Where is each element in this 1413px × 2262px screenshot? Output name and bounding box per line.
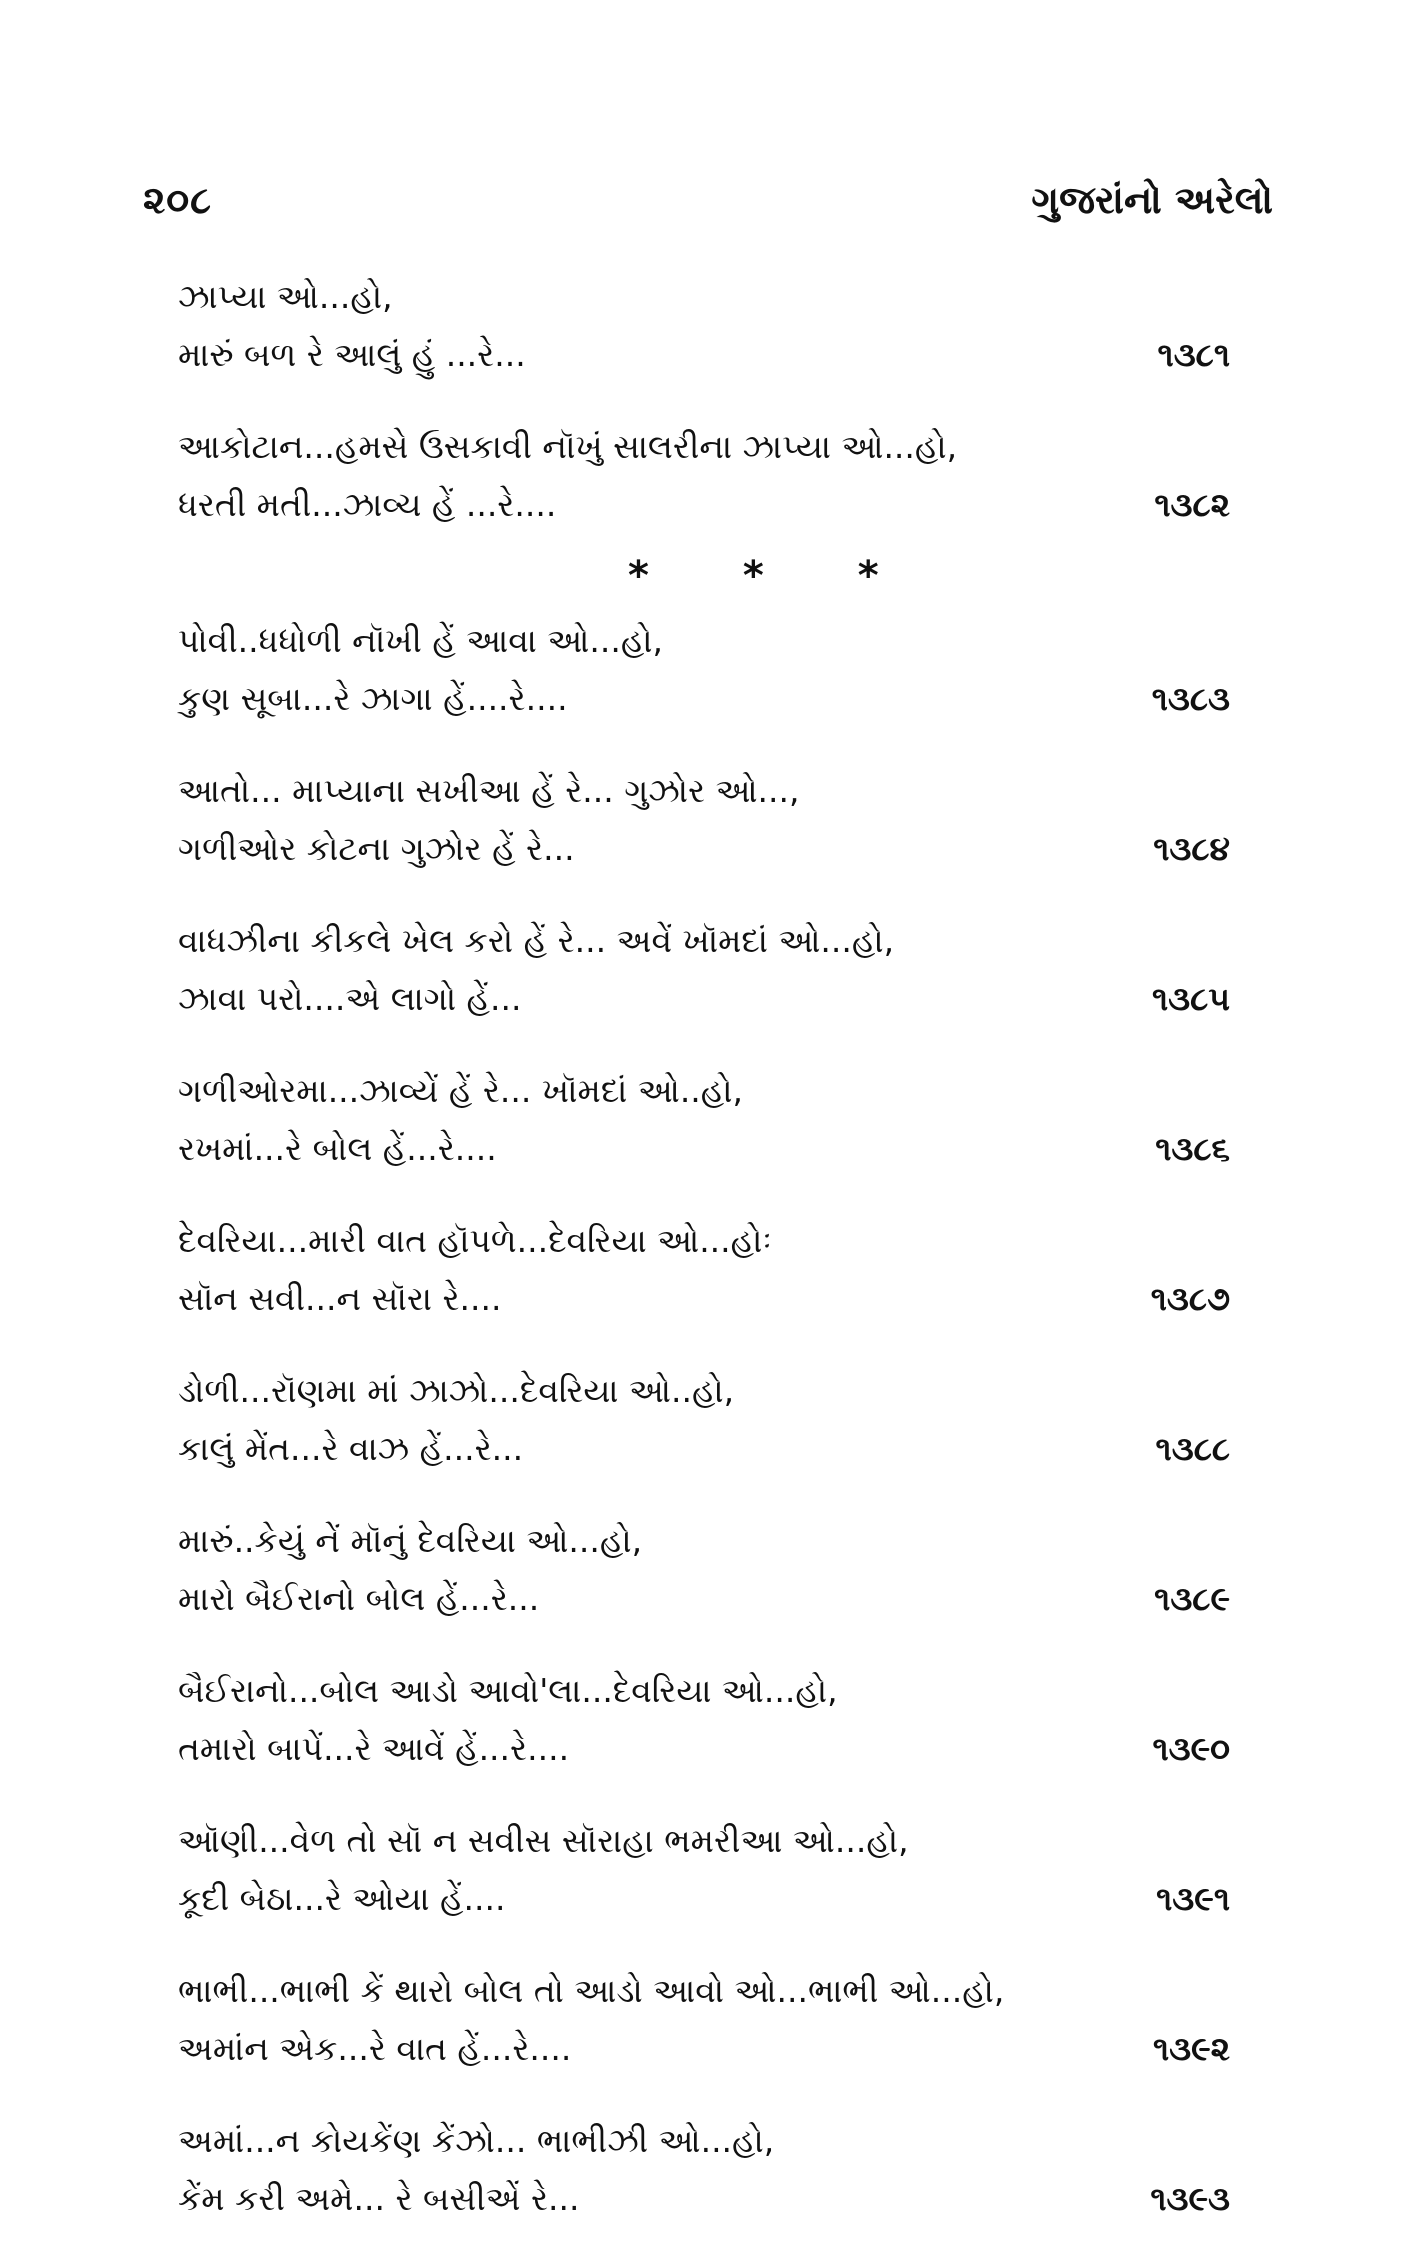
verse-line: ડોળી...રૉણમા માં ઝાઝો...દેવરિયા ઓ..હો,	[178, 1371, 735, 1410]
verse-line: ધરતી મતી...ઝાવ્ચ હેં ...રે....	[178, 485, 557, 524]
verse	[178, 1512, 1230, 1628]
verse	[178, 418, 1230, 534]
verse-number: ૧૩૯૦	[1152, 1729, 1230, 1768]
verse-line: રખમાં...રે બોલ હેં...રે....	[178, 1129, 497, 1168]
verse-number: ૧૩૮૩	[1151, 679, 1230, 718]
page-header	[143, 178, 1273, 238]
verse	[178, 1962, 1230, 2078]
verse-line: અમાં...ન કોયકેંણ કેંઝો... ભાભીઝી ઓ...હો,	[178, 2121, 775, 2160]
verse-number: ૧૩૮૨	[1154, 485, 1230, 524]
verse-line: બૈઈરાનો...બોલ આડો આવો'લા...દેવરિયા ઓ...હો,	[178, 1671, 838, 1710]
verse-line: ઑણી...વેળ તો સૉ ન સવીસ સૉરાહા ભમરીઆ ઓ...હો,	[178, 1821, 909, 1860]
verse-list	[178, 268, 1230, 2262]
section-separator: * * *	[628, 553, 919, 599]
verse-number: ૧૩૮૪	[1153, 829, 1230, 868]
verse	[178, 1362, 1230, 1478]
running-title: ગુજરાંનો અરેલો	[1031, 178, 1273, 222]
verse-line: કૂદી બેઠા...રે ઓયા હેં....	[178, 1879, 506, 1918]
verse-line: કાલું મેંત...રે વાઝ હેં...રે...	[178, 1429, 524, 1468]
verse-number: ૧૩૮૭	[1150, 1279, 1230, 1318]
verse-number: ૧૩૮૫	[1152, 979, 1230, 1018]
verse-line: મારું..કેયું નેં મૉનું દેવરિયા ઓ...હો,	[178, 1521, 643, 1560]
verse	[178, 912, 1230, 1028]
page-number: ૨૦૮	[143, 178, 213, 222]
verse-line: વાધઝીના કીકલે ખેલ કરો હેં રે... અવેં ખૉમદાં ઓ...હો,	[178, 921, 895, 960]
verse	[178, 612, 1230, 728]
verse-line: દેવરિયા...મારી વાત હૉપળે...દેવરિયા ઓ...હોઃ	[178, 1221, 772, 1260]
verse-number: ૧૩૮૧	[1157, 335, 1230, 374]
verse-line: મારો બૈઈરાનો બોલ હેં...રે...	[178, 1579, 540, 1618]
verse-line: ઝાપ્યા ઓ...હો,	[178, 277, 393, 316]
verse-line: આતો... માપ્યાના સખીઆ હેં રે... ગુઝોર ઓ...,	[178, 771, 800, 810]
verse-line: ભાભી...ભાભી કેં થારો બોલ તો આડો આવો ઓ...ભાભી ઓ...હો,	[178, 1971, 1005, 2010]
verse-line: મારું બળ રે આલું હું ...રે...	[178, 335, 526, 374]
verse-number: ૧૩૯૩	[1150, 2179, 1230, 2218]
verse-line: તમારો બાપેં...રે આવેં હેં...રે....	[178, 1729, 570, 1768]
verse	[178, 1812, 1230, 1928]
verse-line: ગળીઓર કોટના ગુઝોર હેં રે...	[178, 829, 575, 868]
verse-line: કેંમ કરી અમે... રે બસીએં રે...	[178, 2179, 580, 2218]
verse-number: ૧૩૮૬	[1155, 1129, 1230, 1168]
verse-number: ૧૩૮૯	[1154, 1579, 1230, 1618]
verse-line: આકોટાન...હમસે ઉસકાવી નૉખું સાલરીના ઝાપ્યા ઓ...હો,	[178, 427, 958, 466]
verse-line: ગળીઓરમા...ઝાવ્યેં હેં રે... ખૉમદાં ઓ..હો,	[178, 1071, 744, 1110]
verse	[178, 268, 1230, 384]
verse	[178, 1062, 1230, 1178]
verse-number: ૧૩૯૨	[1152, 2029, 1230, 2068]
verse-line: પોવી..ધધોળી નૉખી હેં આવા ઓ...હો,	[178, 621, 664, 660]
verse-line: કુણ સૂબા...રે ઝાગા હેં....રે....	[178, 679, 568, 718]
verse	[178, 1662, 1230, 1778]
verse-number: ૧૩૮૮	[1155, 1429, 1230, 1468]
verse	[178, 2112, 1230, 2228]
verse-line: ઝાવા પરો....એ લાગો હેં...	[178, 979, 522, 1018]
verse-line: અમાંન એક...રે વાત હેં...રે....	[178, 2029, 572, 2068]
verse	[178, 762, 1230, 878]
verse-number: ૧૩૯૧	[1156, 1879, 1230, 1918]
verse	[178, 1212, 1230, 1328]
verse-line: સૉન સવી...ન સૉરા રે....	[178, 1279, 502, 1318]
